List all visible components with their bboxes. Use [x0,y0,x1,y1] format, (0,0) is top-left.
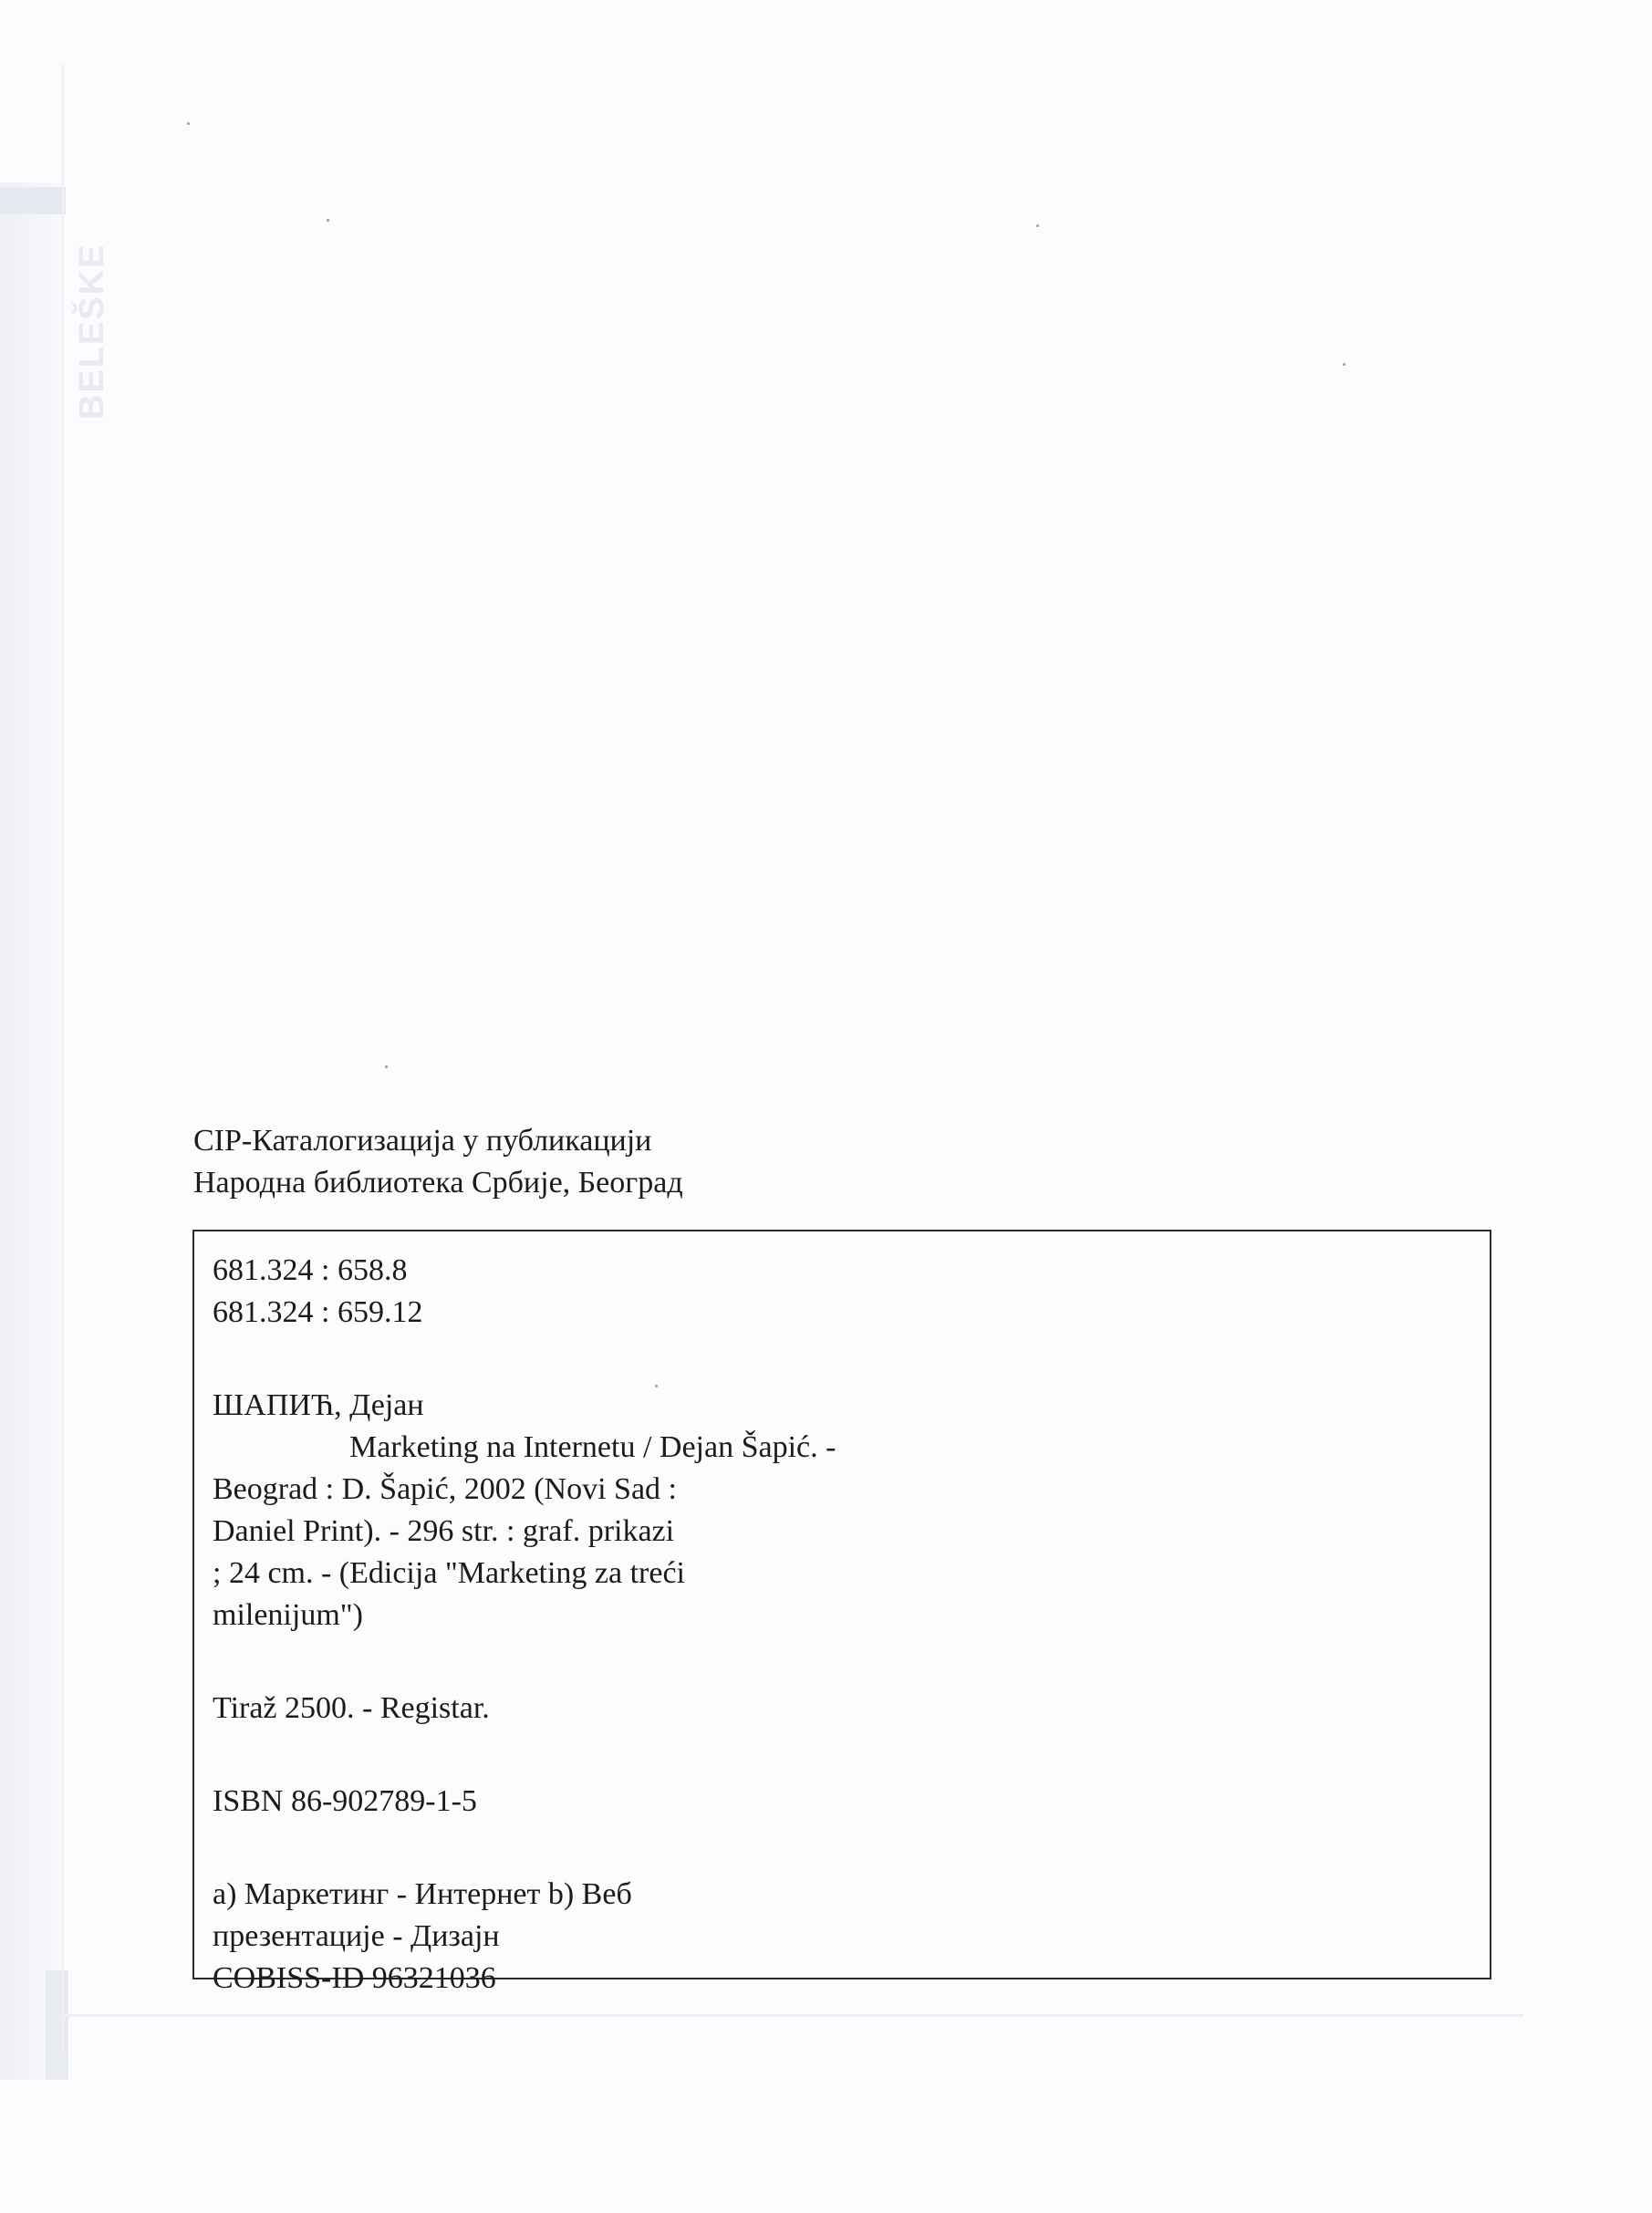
subject-line: а) Маркетинг - Интернет b) Веб [213,1877,632,1911]
description-line: milenijum") [213,1598,363,1632]
cip-record [213,1250,836,2000]
margin-tab-top [0,187,66,214]
cobiss-id: COBISS-ID 96321036 [213,1961,496,1995]
description-line: Beograd : D. Šapić, 2002 (Novi Sad : [213,1472,677,1506]
show-through-text: BELEŠKE [73,243,111,420]
cip-record-box [192,1230,1491,1995]
description-line: Marketing na Internetu / Dejan Šapić. - [349,1430,836,1464]
cip-header-line: Народна библиотека Србије, Београд [193,1166,683,1200]
bottom-rule [64,2014,1523,2017]
dust-speck [1036,224,1039,227]
udc-code: 681.324 : 659.12 [213,1295,423,1329]
author-heading: ШАПИЋ, Дејан [213,1388,424,1422]
isbn-line: ISBN 86-902789-1-5 [213,1784,477,1818]
dust-speck [327,219,329,222]
subject-line: презентације - Дизајн [213,1919,500,1953]
margin-rule [62,64,64,2052]
cip-header [193,1120,683,1204]
dust-speck [187,122,190,125]
cip-header-line: CIP-Каталогизација у публикацији [193,1124,652,1158]
description-line: ; 24 cm. - (Edicija "Marketing za treći [213,1556,686,1590]
spacer [213,1730,836,1781]
note-line: Tiraž 2500. - Registar. [213,1691,490,1725]
spacer [213,1334,836,1385]
dust-speck [385,1065,388,1068]
description-line: Daniel Print). - 296 str. : graf. prikazi [213,1514,675,1548]
spacer [213,1823,836,1874]
dust-speck [1343,363,1345,366]
margin-tab-bottom [46,1970,68,2080]
udc-code: 681.324 : 658.8 [213,1253,408,1287]
spacer [213,1636,836,1688]
margin-band [0,182,66,2080]
